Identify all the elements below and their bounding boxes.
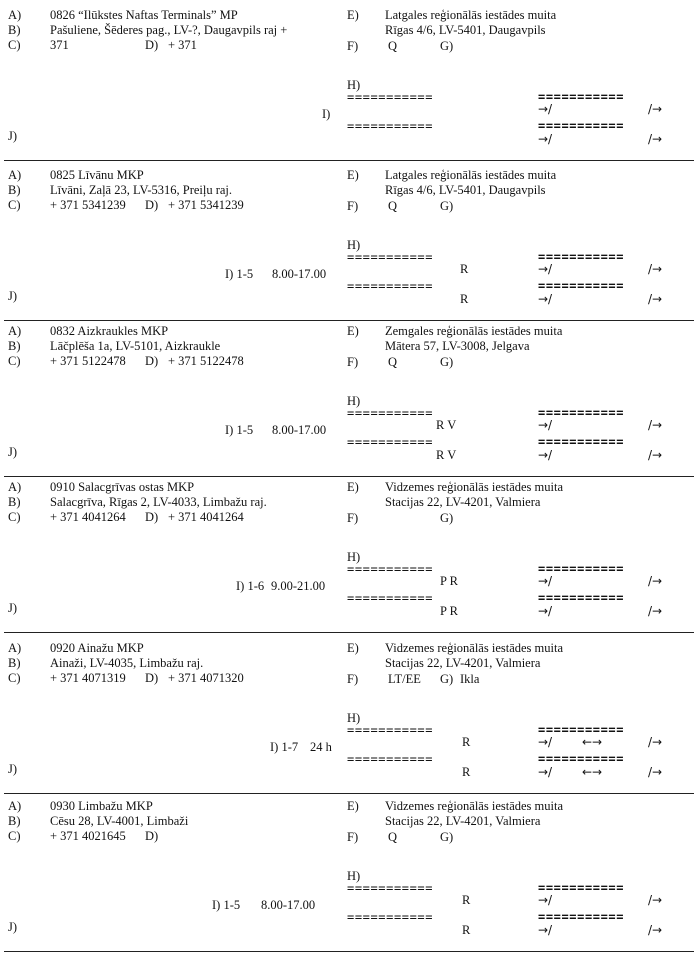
- arrow-out-icon: /→: [648, 574, 663, 588]
- divider-line: ===========: [538, 435, 625, 449]
- customs-point-entry: [0, 476, 700, 636]
- label-e: E): [347, 480, 359, 494]
- label-c: C): [8, 38, 21, 52]
- label-a: A): [8, 480, 22, 494]
- label-a: A): [8, 641, 22, 655]
- divider-line: ===========: [347, 910, 434, 924]
- customs-office: Vidzemes reģionālās iestādes muita: [385, 641, 564, 655]
- arrow-in-icon: →/: [538, 765, 553, 779]
- label-g: G): [440, 830, 454, 844]
- label-b: B): [8, 656, 21, 670]
- working-days: I): [322, 107, 331, 121]
- label-j: J): [8, 920, 18, 934]
- section-divider: [4, 951, 694, 952]
- arrow-in-icon: →/: [538, 292, 553, 306]
- point-address: Cēsu 28, LV-4001, Limbaži: [50, 814, 189, 828]
- divider-line: ===========: [538, 910, 625, 924]
- f-value: LT/EE: [388, 672, 421, 686]
- point-name: 0825 Līvānu MKP: [50, 168, 144, 182]
- mode-marks: P R: [440, 604, 458, 618]
- working-hours: 8.00-17.00: [272, 267, 327, 281]
- f-value: Q: [388, 199, 398, 213]
- customs-point-entry: [0, 637, 700, 797]
- working-days: I) 1-5: [225, 267, 254, 281]
- arrow-in-icon: →/: [538, 102, 553, 116]
- label-j: J): [8, 601, 18, 615]
- label-c: C): [8, 671, 21, 685]
- label-d: D): [145, 354, 159, 368]
- working-hours: 9.00-21.00: [271, 579, 326, 593]
- label-f: F): [347, 672, 359, 686]
- arrow-out-icon: /→: [648, 923, 663, 937]
- arrow-out-icon: /→: [648, 765, 663, 779]
- label-d: D): [145, 829, 159, 843]
- customs-office: Vidzemes reģionālās iestādes muita: [385, 480, 564, 494]
- customs-office: Latgales reģionālās iestādes muita: [385, 8, 557, 22]
- arrow-in-icon: →/: [538, 574, 553, 588]
- divider-line: ===========: [538, 562, 625, 576]
- section-divider: [4, 632, 694, 633]
- label-j: J): [8, 762, 18, 776]
- point-address: Pašuliene, Šēderes pag., LV-?, Daugavpils raj +: [50, 23, 288, 37]
- point-address: Līvāni, Zaļā 23, LV-5316, Preiļu raj.: [50, 183, 233, 197]
- label-b: B): [8, 814, 21, 828]
- arrow-in-icon: →/: [538, 132, 553, 146]
- arrow-in-icon: →/: [538, 262, 553, 276]
- f-value: Q: [388, 39, 398, 53]
- label-a: A): [8, 168, 22, 182]
- point-name: 0910 Salacgrīvas ostas MKP: [50, 480, 195, 494]
- divider-line: ===========: [347, 435, 434, 449]
- customs-office-address: Stacijas 22, LV-4201, Valmiera: [385, 495, 541, 509]
- label-f: F): [347, 355, 359, 369]
- working-hours: 8.00-17.00: [261, 898, 316, 912]
- point-address: Lāčplēša 1a, LV-5101, Aizkraukle: [50, 339, 221, 353]
- label-a: A): [8, 8, 22, 22]
- point-name: 0826 “Ilūkstes Naftas Terminals” MP: [50, 8, 238, 22]
- label-h: H): [347, 238, 361, 252]
- f-value: Q: [388, 830, 398, 844]
- divider-line: ===========: [538, 723, 625, 737]
- phone-number: + 371 5122478: [50, 354, 126, 368]
- customs-point-entry: [0, 795, 700, 955]
- label-e: E): [347, 324, 359, 338]
- divider-line: ===========: [538, 119, 625, 133]
- customs-office-address: Mātera 57, LV-3008, Jelgava: [385, 339, 530, 353]
- divider-line: ===========: [538, 406, 625, 420]
- arrow-in-icon: →/: [538, 923, 553, 937]
- arrow-in-icon: →/: [538, 604, 553, 618]
- divider-line: ===========: [347, 723, 434, 737]
- fax-number: + 371: [168, 38, 197, 52]
- label-c: C): [8, 198, 21, 212]
- label-d: D): [145, 510, 159, 524]
- label-j: J): [8, 129, 18, 143]
- label-g: G): [440, 672, 454, 686]
- divider-line: ===========: [538, 90, 625, 104]
- label-f: F): [347, 830, 359, 844]
- mode-marks: R: [462, 735, 471, 749]
- label-b: B): [8, 183, 21, 197]
- phone-number: 371: [50, 38, 69, 52]
- g-value: Ikla: [460, 672, 480, 686]
- arrow-out-icon: /→: [648, 735, 663, 749]
- customs-point-entry: [0, 164, 700, 324]
- customs-office: Latgales reģionālās iestādes muita: [385, 168, 557, 182]
- divider-line: ===========: [538, 881, 625, 895]
- arrow-in-icon: →/: [538, 893, 553, 907]
- divider-line: ===========: [347, 279, 434, 293]
- working-hours: 8.00-17.00: [272, 423, 327, 437]
- working-days: I) 1-5: [212, 898, 241, 912]
- arrow-out-icon: /→: [648, 102, 663, 116]
- f-value: Q: [388, 355, 398, 369]
- label-f: F): [347, 511, 359, 525]
- label-g: G): [440, 355, 454, 369]
- customs-office-address: Rīgas 4/6, LV-5401, Daugavpils: [385, 183, 546, 197]
- working-days: I) 1-6: [236, 579, 265, 593]
- customs-office-address: Stacijas 22, LV-4201, Valmiera: [385, 656, 541, 670]
- label-g: G): [440, 39, 454, 53]
- label-h: H): [347, 711, 361, 725]
- fax-number: + 371 5341239: [168, 198, 244, 212]
- phone-number: + 371 4021645: [50, 829, 126, 843]
- arrow-out-icon: /→: [648, 893, 663, 907]
- point-name: 0930 Limbažu MKP: [50, 799, 153, 813]
- mode-marks: R: [460, 262, 469, 276]
- label-h: H): [347, 394, 361, 408]
- customs-office-address: Rīgas 4/6, LV-5401, Daugavpils: [385, 23, 546, 37]
- phone-number: + 371 5341239: [50, 198, 126, 212]
- label-e: E): [347, 8, 359, 22]
- mode-marks: R: [460, 292, 469, 306]
- fax-number: + 371 4041264: [168, 510, 244, 524]
- label-g: G): [440, 511, 454, 525]
- arrow-in-icon: →/: [538, 448, 553, 462]
- working-days: I) 1-5: [225, 423, 254, 437]
- section-divider: [4, 160, 694, 161]
- label-h: H): [347, 78, 361, 92]
- customs-office: Zemgales reģionālās iestādes muita: [385, 324, 563, 338]
- section-divider: [4, 793, 694, 794]
- label-d: D): [145, 38, 159, 52]
- mode-marks: P R: [440, 574, 458, 588]
- arrow-out-icon: /→: [648, 418, 663, 432]
- mode-marks: R: [462, 893, 471, 907]
- point-address: Salacgrīva, Rīgas 2, LV-4033, Limbažu raj.: [50, 495, 267, 509]
- phone-number: + 371 4041264: [50, 510, 126, 524]
- divider-line: ===========: [347, 119, 434, 133]
- arrow-out-icon: /→: [648, 292, 663, 306]
- label-a: A): [8, 799, 22, 813]
- label-b: B): [8, 339, 21, 353]
- label-f: F): [347, 39, 359, 53]
- customs-office-address: Stacijas 22, LV-4201, Valmiera: [385, 814, 541, 828]
- working-hours: 24 h: [310, 740, 332, 754]
- divider-line: ===========: [538, 752, 625, 766]
- label-g: G): [440, 199, 454, 213]
- arrow-both-icon: ←→: [582, 765, 603, 779]
- fax-number: + 371 5122478: [168, 354, 244, 368]
- arrow-out-icon: /→: [648, 604, 663, 618]
- arrow-out-icon: /→: [648, 132, 663, 146]
- divider-line: ===========: [347, 562, 434, 576]
- label-d: D): [145, 198, 159, 212]
- label-b: B): [8, 23, 21, 37]
- mode-marks: R: [462, 765, 471, 779]
- divider-line: ===========: [538, 591, 625, 605]
- fax-number: + 371 4071320: [168, 671, 244, 685]
- arrow-out-icon: /→: [648, 262, 663, 276]
- divider-line: ===========: [347, 250, 434, 264]
- customs-point-entry: [0, 4, 700, 164]
- label-c: C): [8, 510, 21, 524]
- label-e: E): [347, 799, 359, 813]
- label-b: B): [8, 495, 21, 509]
- label-e: E): [347, 641, 359, 655]
- arrow-out-icon: /→: [648, 448, 663, 462]
- customs-point-entry: [0, 320, 700, 480]
- arrow-both-icon: ←→: [582, 735, 603, 749]
- customs-office: Vidzemes reģionālās iestādes muita: [385, 799, 564, 813]
- phone-number: + 371 4071319: [50, 671, 126, 685]
- label-j: J): [8, 289, 18, 303]
- point-name: 0832 Aizkraukles MKP: [50, 324, 169, 338]
- label-c: C): [8, 354, 21, 368]
- label-e: E): [347, 168, 359, 182]
- mode-marks: R V: [436, 448, 457, 462]
- label-h: H): [347, 550, 361, 564]
- divider-line: ===========: [538, 250, 625, 264]
- divider-line: ===========: [347, 406, 434, 420]
- working-days: I) 1-7: [270, 740, 299, 754]
- arrow-in-icon: →/: [538, 418, 553, 432]
- divider-line: ===========: [347, 752, 434, 766]
- divider-line: ===========: [347, 591, 434, 605]
- divider-line: ===========: [538, 279, 625, 293]
- label-h: H): [347, 869, 361, 883]
- point-name: 0920 Ainažu MKP: [50, 641, 144, 655]
- mode-marks: R V: [436, 418, 457, 432]
- label-f: F): [347, 199, 359, 213]
- label-c: C): [8, 829, 21, 843]
- divider-line: ===========: [347, 881, 434, 895]
- label-d: D): [145, 671, 159, 685]
- label-j: J): [8, 445, 18, 459]
- divider-line: ===========: [347, 90, 434, 104]
- point-address: Ainaži, LV-4035, Limbažu raj.: [50, 656, 204, 670]
- arrow-in-icon: →/: [538, 735, 553, 749]
- label-a: A): [8, 324, 22, 338]
- mode-marks: R: [462, 923, 471, 937]
